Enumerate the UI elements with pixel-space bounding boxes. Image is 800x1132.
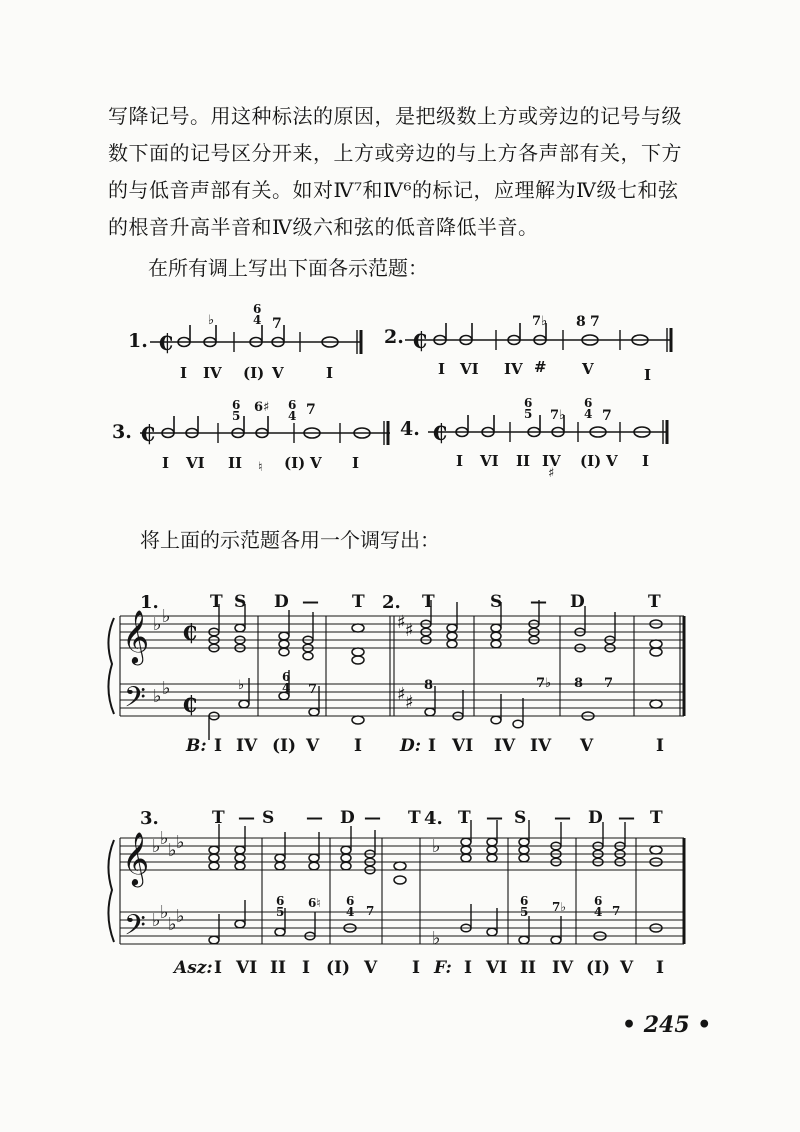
key-label: B: [186,736,207,756]
degree-label: V [310,454,322,472]
svg-text:♭: ♭ [160,902,169,923]
svg-text:♭: ♭ [168,914,177,935]
degree-label: VI [486,958,508,978]
svg-text:♯: ♯ [397,612,406,633]
degree-label: VI [460,360,479,378]
figure-digit: 7 [590,314,600,330]
figure-digit: 6 [584,396,593,410]
figure-digit: 7♭ [536,676,552,691]
function-label: — [530,592,547,612]
key-label: D: [400,736,422,756]
degree-label: VI [480,452,499,470]
degree-label: VI [186,454,205,472]
degree-accidental: ♯ [548,466,555,481]
bass-clef-icon: 𝄢 [124,909,146,949]
degree-label: VI [236,958,258,978]
degree-label: (I) [326,958,351,978]
paragraph-line: 的与低音声部有关。如对Ⅳ⁷和Ⅳ⁶的标记，应理解为Ⅳ级七和弦 [108,178,679,202]
cut-time-icon: ₵ [158,330,174,356]
paragraph-line: 的根音升高半音和Ⅳ级六和弦的低音降低半音。 [108,215,539,239]
function-label: S [490,592,503,612]
figured-bass [520,896,528,918]
figure-digit: 7 [612,904,621,918]
figure-digit: 6 [232,398,241,412]
figured-bass [276,896,284,918]
degree-label: I [326,364,334,382]
degree-label: V [272,364,284,382]
svg-text:♭: ♭ [152,836,161,857]
function-label: — [618,808,635,828]
function-label: T [212,808,225,828]
svg-text:♭: ♭ [432,836,441,857]
function-label: — [486,808,503,828]
svg-text:♯: ♯ [405,692,414,713]
exercise-number: 4. [400,418,420,440]
figure-digit: 4 [594,905,603,919]
degree-label: V [606,452,618,470]
figure-digit: 8 [424,678,434,693]
figure-digit: 6♯ [254,400,270,415]
figure-digit: 7 [308,682,318,697]
degree-label: II [228,454,243,472]
degree-label: IV [542,452,561,470]
svg-text:♭: ♭ [168,840,177,861]
degree-label: V [620,958,634,978]
degree-label: IV [236,736,258,756]
degree-label: I [162,454,170,472]
example-number: 1. [140,592,159,613]
degree-label: I [642,452,650,470]
degree-label: II [520,958,536,978]
figure-digit: 5 [276,905,285,919]
page-number: • 245 • [622,1012,712,1038]
key-signature-flats [152,606,441,949]
function-label: T [352,592,365,612]
degree-label: VI [452,736,474,756]
function-label: S [234,592,247,612]
figure-digit: 6♮ [308,896,321,910]
degree-label: V [582,360,594,378]
function-label: S [514,808,527,828]
figure-accidental: ♭ [238,678,245,693]
function-label: T [210,592,223,612]
figure-digit: 7 [272,316,282,332]
function-label: S [262,808,275,828]
svg-text:♯: ♯ [405,620,414,641]
degree-label: (I) [243,364,265,382]
degree-label: (I) [272,736,297,756]
svg-text:♭: ♭ [153,614,162,635]
degree-label: I [214,736,222,756]
cut-time-icon: ₵ [140,421,156,447]
svg-text:♭: ♭ [152,910,161,931]
function-label: T [458,808,471,828]
svg-text:♭: ♭ [162,678,171,699]
figure-digit: 7♭ [550,408,566,423]
function-label: — [554,808,571,828]
cut-time-icon: ₵ [432,420,448,446]
degree-label: I [214,958,222,978]
function-label: — [302,592,319,612]
degree-label: I [352,454,360,472]
figure-digit: 6 [276,894,285,908]
bass-clef-icon: 𝄢 [124,681,146,721]
figure-digit: 7 [366,904,375,918]
figure-accidental: ♭ [208,313,215,328]
svg-text:₵: ₵ [182,692,198,718]
degree-label: I [180,364,188,382]
treble-clef-icon: 𝄞 [122,609,150,663]
degree-label: IV [552,958,574,978]
example-number: 3. [140,808,159,829]
figure-digit: 4 [253,313,262,327]
degree-label: I [644,366,652,384]
figure-digit: 6 [253,302,262,316]
key-signature-sharps [397,612,414,713]
svg-text:♯: ♯ [397,684,406,705]
exercises-heading: 在所有调上写出下面各示范题： [148,256,428,280]
figure-digit: 7 [604,676,614,691]
function-label: T [422,592,435,612]
degree-label: I [354,736,362,756]
figure-digit: 5 [524,407,533,421]
figure-digit: 6 [346,894,355,908]
degree-label: I [412,958,420,978]
figure-digit: 5 [232,409,241,423]
function-label: D [340,808,355,828]
function-label: — [364,808,381,828]
degree-label: I [438,360,446,378]
figured-bass [594,896,602,918]
degree-label: IV [494,736,516,756]
svg-text:♭: ♭ [176,906,185,927]
figure-digit: 8 [576,314,586,330]
function-label: — [238,808,255,828]
svg-text:₵: ₵ [182,620,198,646]
figure-digit: 6 [594,894,603,908]
paragraph-line: 数下面的记号区分开来，上方或旁边的与上方各声部有关，下方 [108,141,682,165]
degree-label: I [428,736,436,756]
figure-digit: 7 [602,408,612,424]
figured-bass [232,400,240,422]
figured-bass [253,304,261,326]
degree-label: IV [530,736,552,756]
figure-digit: 4 [282,681,291,695]
exercise-number: 3. [112,421,132,443]
degree-label: # [534,358,547,376]
degree-label: II [516,452,531,470]
figure-digit: 7 [306,402,316,418]
degree-accidental: ♮ [258,460,263,475]
exercise-number: 2. [384,326,404,348]
figure-digit: 5 [520,905,529,919]
figure-digit: 7♭ [532,314,548,329]
figure-digit: 6 [288,398,297,412]
function-label: D [570,592,585,612]
paragraph-line: 写降记号。用这种标法的原因，是把级数上方或旁边的记号与级 [108,104,682,128]
cut-time-icon: ₵ [412,328,428,354]
example-number: 2. [382,592,401,613]
figure-digit: 8 [574,676,584,691]
degree-label: I [656,736,664,756]
function-label: D [588,808,603,828]
figure-digit: 4 [346,905,355,919]
cut-time-icon [182,620,197,718]
figured-bass [584,398,592,420]
function-label: — [306,808,323,828]
degree-label: I [456,452,464,470]
degree-label: (I) [586,958,611,978]
degree-label: (I) [284,454,306,472]
figured-bass [346,896,354,918]
figure-digit: 4 [288,409,297,423]
treble-clef-icon: 𝄞 [122,831,150,885]
degree-label: I [656,958,664,978]
figure-digit: 6 [282,670,291,684]
function-label: T [650,808,663,828]
figured-bass [524,398,532,420]
function-label: D [274,592,289,612]
figured-bass [288,400,296,422]
key-label: F: [434,958,452,978]
degree-label: IV [504,360,523,378]
svg-text:♭: ♭ [160,828,169,849]
function-label: T [648,592,661,612]
figure-digit: 7♭ [552,900,567,914]
example-number: 4. [424,808,443,829]
degree-label: V [306,736,320,756]
function-label: T [408,808,421,828]
svg-text:♭: ♭ [432,928,441,949]
key-label: Asz: [174,958,213,978]
figure-digit: 4 [584,407,593,421]
degree-label: V [580,736,594,756]
grand-staff-2 [108,838,684,944]
svg-text:♭: ♭ [162,606,171,627]
figure-digit: 6 [524,396,533,410]
exercise-number: 1. [128,330,148,352]
degree-label: IV [203,364,222,382]
degree-label: V [364,958,378,978]
degree-label: I [464,958,472,978]
svg-text:♭: ♭ [153,686,162,707]
svg-text:♭: ♭ [176,832,185,853]
figure-digit: 6 [520,894,529,908]
degree-label: I [302,958,310,978]
degree-label: II [270,958,286,978]
figured-bass [282,672,290,694]
key-heading: 将上面的示范题各用一个调写出： [140,528,440,552]
degree-label: (I) [580,452,602,470]
